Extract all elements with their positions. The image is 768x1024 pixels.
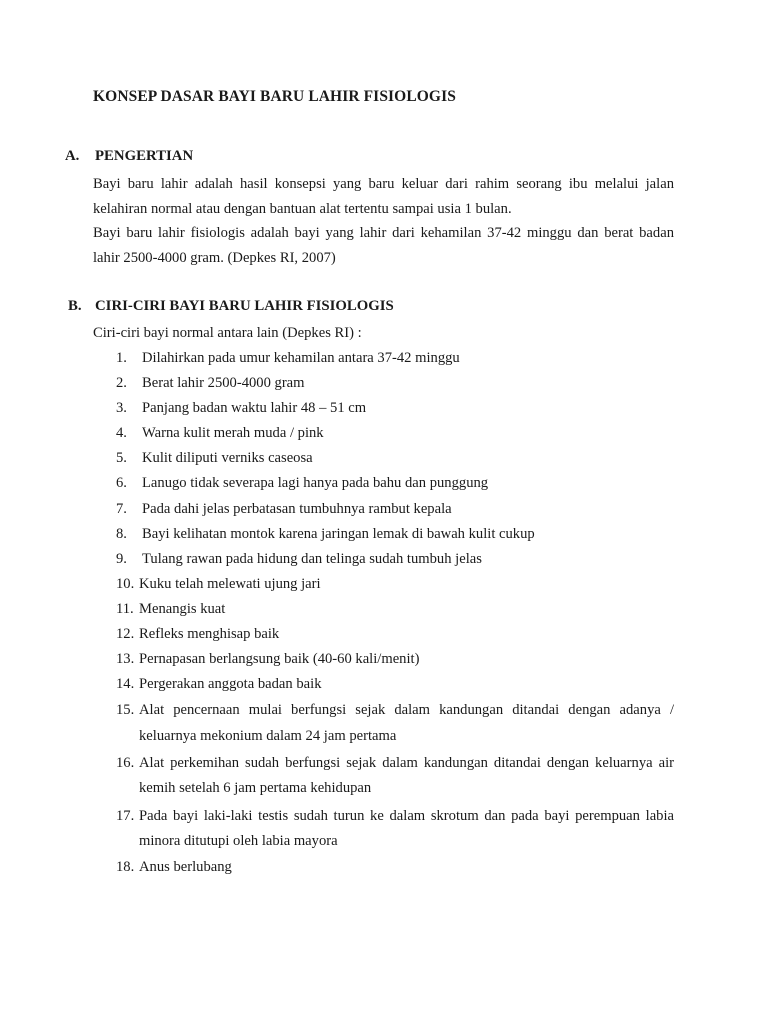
item-text: Anus berlubang <box>139 859 232 876</box>
list-item <box>0 648 768 672</box>
list-item <box>0 856 768 880</box>
item-number: 8. <box>116 525 127 542</box>
list-item <box>0 523 768 547</box>
list-item <box>0 751 768 802</box>
item-number: 15. <box>116 702 135 719</box>
list-item <box>0 397 768 421</box>
item-number: 5. <box>116 450 127 467</box>
list-item <box>0 472 768 496</box>
item-number: 17. <box>116 807 135 824</box>
definition-paragraph-2: Bayi baru lahir fisiologis adalah bayi yang lahir dari kehamilan 37-42 minggu dan berat badan lahir 2500-4000 gram. (Depkes RI, 2007) <box>93 225 674 266</box>
item-text: Warna kulit merah muda / pink <box>142 425 324 442</box>
list-item <box>0 673 768 697</box>
list-item <box>0 573 768 597</box>
item-text: Pada bayi laki-laki testis sudah turun ke dalam skrotum dan pada bayi perempuan labia minora ditutupi oleh labia mayora <box>139 807 674 849</box>
item-number: 14. <box>116 676 135 693</box>
definition-paragraph-1: Bayi baru lahir adalah hasil konsepsi yang baru keluar dari rahim seorang ibu melalui jalan kelahiran normal atau dengan bantuan alat tertentu sampai usia 1 bulan. <box>93 176 674 217</box>
list-item <box>0 447 768 471</box>
item-text: Kulit diliputi verniks caseosa <box>142 450 313 467</box>
section-a-heading <box>65 148 193 165</box>
list-item <box>0 598 768 622</box>
list-item <box>0 548 768 572</box>
section-a-title: PENGERTIAN <box>95 148 194 164</box>
item-number: 9. <box>116 550 127 567</box>
item-number: 7. <box>116 500 127 517</box>
item-number: 11. <box>116 600 134 617</box>
list-item <box>0 422 768 446</box>
item-text: Alat perkemihan sudah berfungsi sejak dalam kandungan ditandai dengan keluarnya air kemih setelah 6 jam pertama kehidupan <box>139 754 674 797</box>
item-text: Bayi kelihatan montok karena jaringan lemak di bawah kulit cukup <box>142 525 535 542</box>
item-number: 1. <box>116 350 127 366</box>
item-text: Dilahirkan pada umur kehamilan antara 37-42 minggu <box>142 350 460 366</box>
item-number: 16. <box>116 754 135 771</box>
list-item <box>0 347 768 371</box>
item-number: 6. <box>116 475 127 492</box>
item-text: Alat pencernaan mulai berfungsi sejak dalam kandungan ditandai dengan adanya / keluarnya mekonium dalam 24 jam pertama <box>139 702 674 744</box>
section-b-marker: B. <box>68 298 82 314</box>
section-b-heading <box>68 298 394 315</box>
item-number: 12. <box>116 626 135 643</box>
item-text: Pernapasan berlangsung baik (40-60 kali/menit) <box>139 651 420 668</box>
item-text: Lanugo tidak severapa lagi hanya pada bahu dan punggung <box>142 475 489 492</box>
characteristics-list <box>0 347 768 881</box>
item-number: 2. <box>116 375 127 392</box>
item-text: Tulang rawan pada hidung dan telinga sudah tumbuh jelas <box>142 550 482 567</box>
item-number: 18. <box>116 859 135 876</box>
item-text: Menangis kuat <box>139 600 226 617</box>
document-title: KONSEP DASAR BAYI BARU LAHIR FISIOLOGIS <box>93 88 456 105</box>
section-a-marker: A. <box>65 148 80 164</box>
item-text: Berat lahir 2500-4000 gram <box>142 375 305 392</box>
list-item <box>0 623 768 647</box>
characteristics-intro: Ciri-ciri bayi normal antara lain (Depkes RI) : <box>93 325 362 341</box>
item-number: 10. <box>116 575 135 592</box>
item-text: Pada dahi jelas perbatasan tumbuhnya rambut kepala <box>142 500 452 517</box>
item-number: 13. <box>116 651 135 668</box>
section-b-title: CIRI-CIRI BAYI BARU LAHIR FISIOLOGIS <box>95 298 394 314</box>
item-number: 3. <box>116 400 127 417</box>
item-text: Pergerakan anggota badan baik <box>139 676 322 693</box>
item-number: 4. <box>116 425 127 442</box>
list-item <box>0 498 768 522</box>
list-item <box>0 804 768 855</box>
item-text: Kuku telah melewati ujung jari <box>139 575 321 592</box>
list-item <box>0 372 768 396</box>
list-item <box>0 698 768 749</box>
item-text: Refleks menghisap baik <box>139 626 280 643</box>
item-text: Panjang badan waktu lahir 48 – 51 cm <box>142 400 367 417</box>
